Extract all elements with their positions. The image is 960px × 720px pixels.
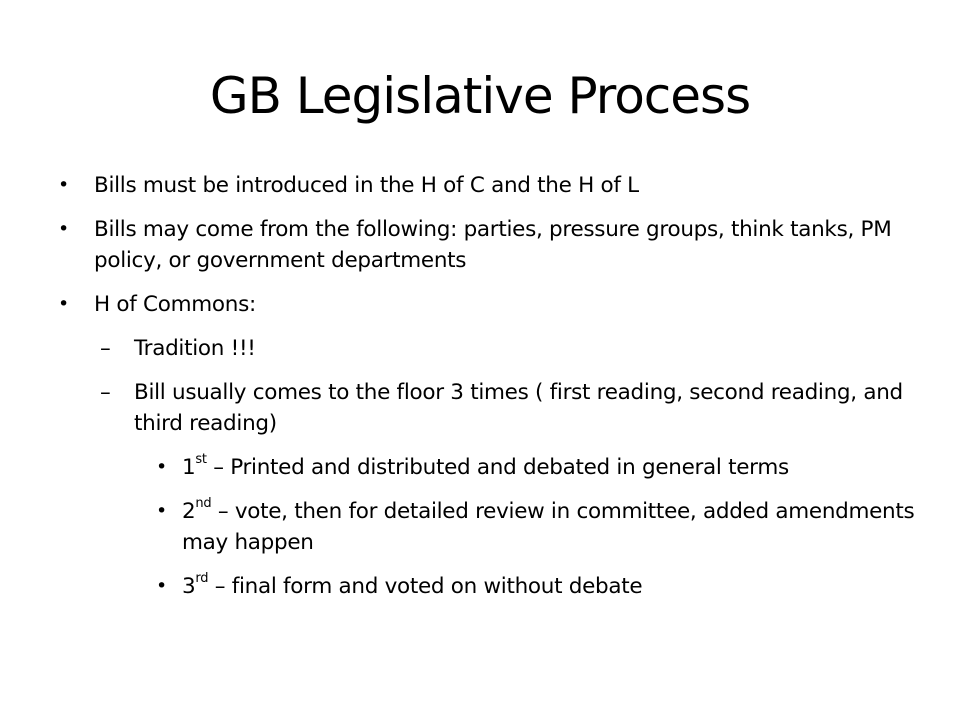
sub-bullet-item-tradition [58,333,918,364]
reading-item-first [58,452,918,483]
reading-text: – Printed and distributed and debated in general terms [206,455,789,480]
bullet-text: H of Commons: [94,292,256,317]
reading-text: – final form and voted on without debate [208,574,643,599]
reading-item-second [58,496,918,558]
bullet-text: Bills must be introduced in the H of C and the H of L [94,173,639,198]
reading-number: 2 [182,499,196,524]
reading-number: 1 [182,455,196,480]
reading-ordinal-suffix: rd [195,570,209,586]
bullet-item-commons [58,289,918,320]
slide-title: GB Legislative Process [209,67,751,125]
bullet-marker: • [156,500,167,522]
bullet-marker: • [58,174,69,196]
reading-ordinal-suffix: nd [195,495,212,511]
sub-bullet-item-floor [58,377,918,439]
reading-item-third [58,571,918,602]
slide-body [58,170,918,615]
bullet-text: Bills may come from the following: parties, pressure groups, think tanks, PM policy, or government departments [94,217,892,273]
reading-number: 3 [182,574,196,599]
sub-bullet-text: Bill usually comes to the floor 3 times ( first reading, second reading, and third reading) [134,380,903,436]
bullet-marker: • [156,456,167,478]
dash-marker: – [100,380,111,405]
bullet-item-introduced [58,170,918,201]
reading-text: – vote, then for detailed review in committee, added amendments may happen [182,499,915,555]
reading-ordinal-suffix: st [195,451,207,467]
bullet-marker: • [58,218,69,240]
dash-marker: – [100,336,111,361]
sub-bullet-text: Tradition !!! [134,336,256,361]
bullet-item-sources [58,214,918,276]
bullet-marker: • [58,293,69,315]
bullet-marker: • [156,575,167,597]
